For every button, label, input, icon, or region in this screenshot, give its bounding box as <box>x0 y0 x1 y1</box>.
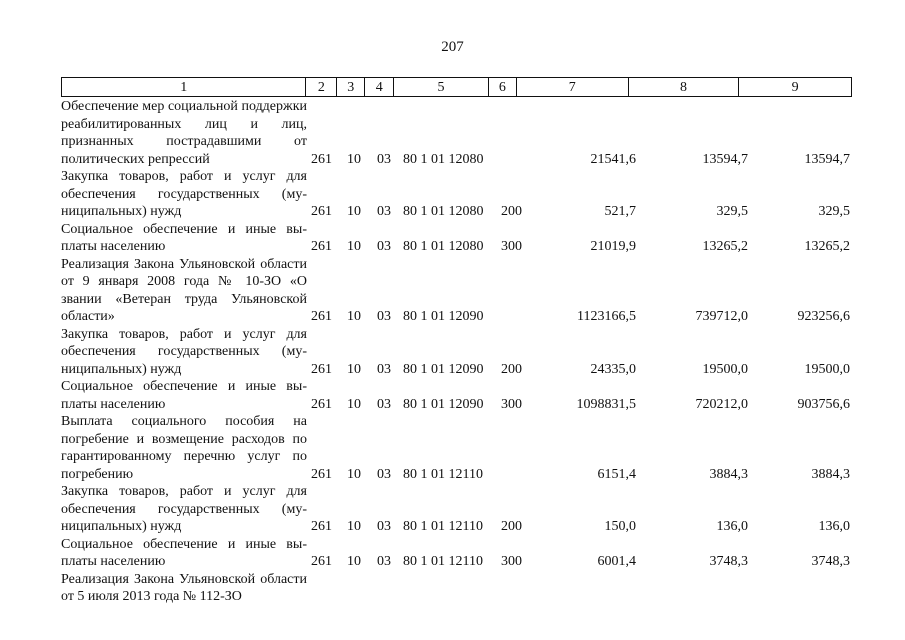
table-row <box>61 571 852 606</box>
table-header <box>61 77 852 97</box>
amount-col-9: 923256,6 <box>797 309 850 324</box>
row-description: Закупка товаров, работ и услуг для обеспечения государственных (муниципальных) нужд <box>61 484 307 534</box>
header-col-5: 5 <box>394 78 489 96</box>
amount-col-8: 329,5 <box>716 204 748 219</box>
amount-col-9: 3748,3 <box>811 554 850 569</box>
section-code: 10 <box>347 554 361 569</box>
target-article-code: 80 1 01 12090 <box>403 361 484 377</box>
admin-code: 261 <box>311 151 332 167</box>
admin-code: 261 <box>311 554 332 569</box>
amount-col-9: 13594,7 <box>804 151 850 167</box>
amount-col-8: 19500,0 <box>702 361 748 377</box>
table-row <box>61 413 852 483</box>
row-description: Закупка товаров, работ и услуг для обеспечения государственных (муниципальных) нужд <box>61 169 307 219</box>
expense-type-code: 300 <box>501 396 522 412</box>
amount-col-9: 136,0 <box>818 519 850 534</box>
target-article-code: 80 1 01 12110 <box>403 519 483 534</box>
amount-col-7: 1098831,5 <box>576 396 636 412</box>
amount-col-7: 1123166,5 <box>577 309 636 324</box>
table-row <box>61 256 852 326</box>
amount-col-9: 3884,3 <box>811 466 850 482</box>
header-col-8: 8 <box>629 78 740 96</box>
subsection-code: 03 <box>377 519 391 534</box>
subsection-code: 03 <box>377 309 391 324</box>
header-col-3: 3 <box>337 78 365 96</box>
amount-col-7: 6151,4 <box>597 466 636 482</box>
admin-code: 261 <box>311 309 332 324</box>
table-row <box>61 378 852 413</box>
amount-col-8: 3748,3 <box>709 554 748 569</box>
expense-type-code: 200 <box>501 361 522 377</box>
subsection-code: 03 <box>377 554 391 569</box>
amount-col-9: 13265,2 <box>804 239 850 254</box>
subsection-code: 03 <box>377 151 391 167</box>
header-col-1: 1 <box>62 78 306 96</box>
row-description: Реализация Закона Ульяновской области от 5 июля 2013 года № 112-ЗО <box>61 571 307 604</box>
expense-type-code: 300 <box>501 239 522 254</box>
target-article-code: 80 1 01 12080 <box>403 239 484 254</box>
row-description: Реализация Закона Ульяновской области от 9 января 2008 года № 10-ЗО «О звании «Ветеран труда Ульяновской области» <box>61 256 307 324</box>
table-row <box>61 168 852 221</box>
section-code: 10 <box>347 151 361 167</box>
section-code: 10 <box>347 204 361 219</box>
amount-col-8: 13265,2 <box>702 239 748 254</box>
admin-code: 261 <box>311 361 332 377</box>
header-col-6: 6 <box>489 78 517 96</box>
section-code: 10 <box>347 239 361 254</box>
target-article-code: 80 1 01 12110 <box>403 466 483 482</box>
section-code: 10 <box>347 309 361 324</box>
amount-col-7: 521,7 <box>604 204 636 219</box>
page-number: 207 <box>441 39 464 55</box>
amount-col-7: 6001,4 <box>597 554 636 569</box>
amount-col-7: 24335,0 <box>590 361 636 377</box>
amount-col-8: 739712,0 <box>695 309 748 324</box>
subsection-code: 03 <box>377 466 391 482</box>
subsection-code: 03 <box>377 204 391 219</box>
amount-col-7: 21019,9 <box>590 239 636 254</box>
target-article-code: 80 1 01 12080 <box>403 204 484 219</box>
row-description: Выплата социального пособия на погребение и возмещение расходов по гарантированному перечню услуг по погребению <box>61 414 307 482</box>
header-col-4: 4 <box>365 78 394 96</box>
target-article-code: 80 1 01 12090 <box>403 309 484 324</box>
amount-col-9: 903756,6 <box>797 396 850 412</box>
admin-code: 261 <box>311 396 332 412</box>
table-row <box>61 483 852 536</box>
table-row <box>61 98 852 168</box>
amount-col-9: 329,5 <box>818 204 850 219</box>
subsection-code: 03 <box>377 396 391 412</box>
header-col-2: 2 <box>306 78 337 96</box>
row-description: Социальное обеспечение и иные выплаты населению <box>61 379 307 412</box>
section-code: 10 <box>347 396 361 412</box>
expense-type-code: 300 <box>501 554 522 569</box>
section-code: 10 <box>347 361 361 377</box>
table-row <box>61 326 852 379</box>
row-description: Социальное обеспечение и иные выплаты населению <box>61 536 307 569</box>
header-col-7: 7 <box>517 78 629 96</box>
section-code: 10 <box>347 519 361 534</box>
amount-col-8: 13594,7 <box>702 151 748 167</box>
table-row <box>61 221 852 256</box>
section-code: 10 <box>347 466 361 482</box>
table-row <box>61 536 852 571</box>
amount-col-8: 720212,0 <box>695 396 748 412</box>
expense-type-code: 200 <box>501 204 522 219</box>
expense-type-code: 200 <box>501 519 522 534</box>
row-description: Закупка товаров, работ и услуг для обеспечения государственных (муниципальных) нужд <box>61 326 307 377</box>
row-description: Обеспечение мер социальной поддержки реабилитированных лиц и лиц, признанных пострадавшими от политических репрессий <box>61 99 307 167</box>
amount-col-8: 3884,3 <box>709 466 748 482</box>
admin-code: 261 <box>311 466 332 482</box>
admin-code: 261 <box>311 204 332 219</box>
target-article-code: 80 1 01 12110 <box>403 554 483 569</box>
amount-col-8: 136,0 <box>716 519 748 534</box>
table-body <box>61 98 852 606</box>
amount-col-7: 150,0 <box>604 519 636 534</box>
amount-col-7: 21541,6 <box>590 151 636 167</box>
amount-col-9: 19500,0 <box>804 361 850 377</box>
admin-code: 261 <box>311 519 332 534</box>
header-col-9: 9 <box>791 80 799 95</box>
row-description: Социальное обеспечение и иные выплаты населению <box>61 221 307 254</box>
target-article-code: 80 1 01 12080 <box>403 151 484 167</box>
subsection-code: 03 <box>377 361 391 377</box>
admin-code: 261 <box>311 239 332 254</box>
subsection-code: 03 <box>377 239 391 254</box>
target-article-code: 80 1 01 12090 <box>403 396 484 412</box>
